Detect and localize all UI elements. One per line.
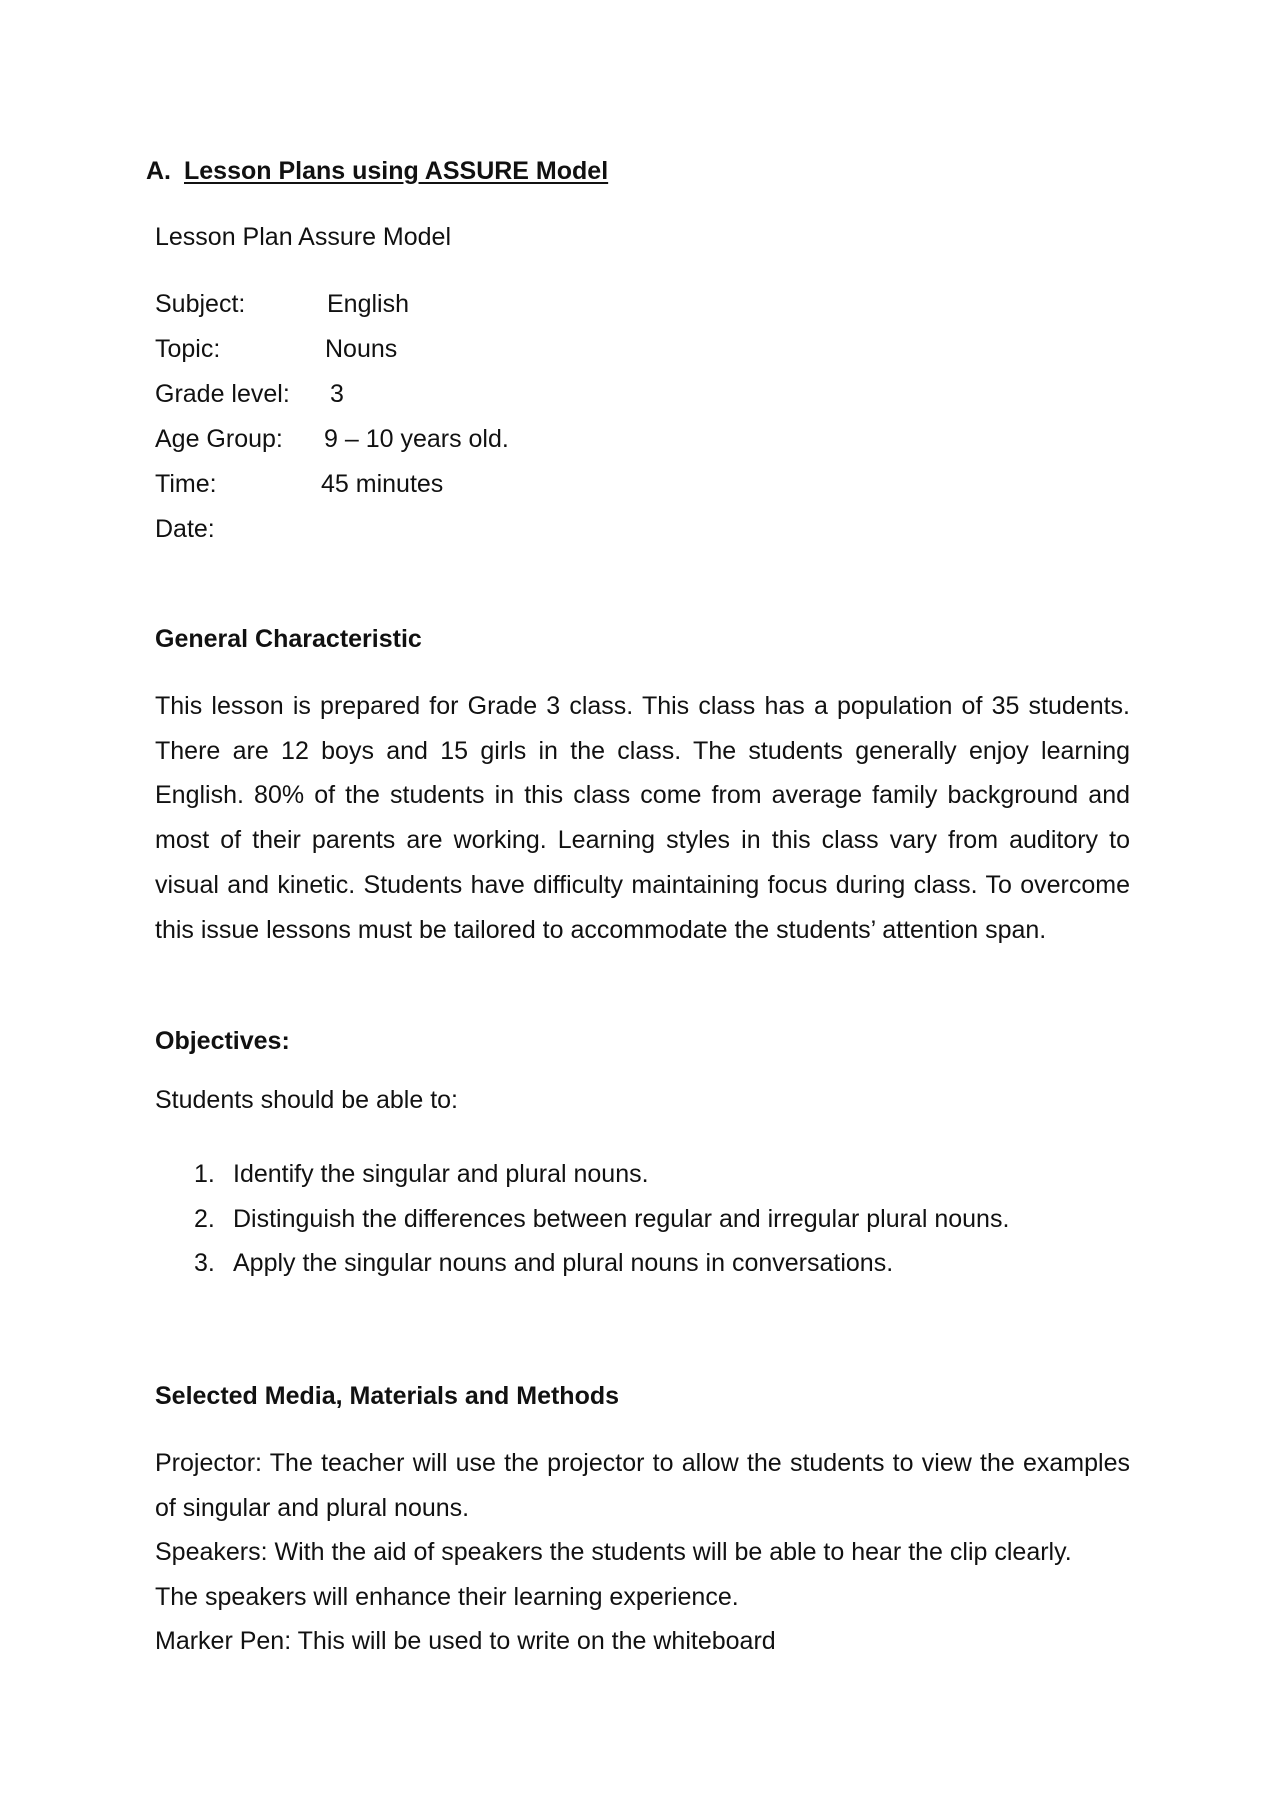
general-heading: General Characteristic (155, 625, 422, 653)
meta-label: Topic: (155, 335, 221, 363)
general-paragraph: This lesson is prepared for Grade 3 class. This class has a population of 35 students. There are 12 boys and 15 girls in the class. The students generally enjoy learning English. 80% of the students in this class come from average family background and most of their parents are working. Learning styles in this class vary from auditory to visual and kinetic. Students have difficulty maintaining focus during class. To overcome this issue lessons must be tailored to accommodate the students’ attention span. (155, 692, 1130, 944)
objectives-intro: Students should be able to: (155, 1086, 459, 1114)
objectives-heading: Objectives: (155, 1027, 290, 1055)
list-item-text: Identify the singular and plural nouns. (233, 1160, 649, 1188)
media-marker-line: Marker Pen: This will be used to write on the whiteboard (155, 1627, 776, 1655)
section-letter: A. (146, 157, 171, 185)
list-item-number: 2. (194, 1204, 215, 1233)
meta-row-grade (155, 379, 755, 424)
meta-row-topic (155, 334, 755, 379)
meta-row-subject (155, 289, 755, 334)
meta-label: Grade level: (155, 380, 290, 408)
section-title: Lesson Plans using ASSURE Model (184, 157, 609, 185)
lesson-meta (155, 289, 755, 559)
list-item-number: 3. (194, 1249, 215, 1278)
meta-label: Subject: (155, 290, 246, 318)
media-speakers-line-2: The speakers will enhance their learning experience. (155, 1583, 739, 1611)
objectives-list (155, 1159, 1009, 1293)
meta-value: 45 minutes (321, 470, 444, 498)
list-item (155, 1159, 1009, 1204)
meta-value: Nouns (325, 335, 398, 363)
media-projector-paragraph: Projector: The teacher will use the projector to allow the students to view the examples of singular and plural nouns. (155, 1449, 1130, 1522)
meta-row-time (155, 469, 755, 514)
section-heading (146, 156, 608, 186)
media-speakers-line-1: Speakers: With the aid of speakers the students will be able to hear the clip clearly. (155, 1538, 1072, 1566)
list-item (155, 1204, 1009, 1249)
media-heading: Selected Media, Materials and Methods (155, 1382, 620, 1410)
meta-label: Date: (155, 515, 215, 543)
list-item-text: Distinguish the differences between regular and irregular plural nouns. (233, 1204, 1010, 1233)
list-item (155, 1248, 1009, 1293)
document-title: Lesson Plan Assure Model (155, 223, 452, 251)
meta-value: 9 – 10 years old. (324, 425, 509, 453)
list-item-number: 1. (194, 1160, 215, 1188)
meta-value: English (327, 290, 409, 318)
meta-row-age (155, 424, 755, 469)
meta-row-date (155, 514, 755, 559)
meta-label: Time: (155, 470, 217, 498)
list-item-text: Apply the singular nouns and plural nouns in conversations. (233, 1249, 894, 1278)
meta-label: Age Group: (155, 425, 283, 453)
meta-value: 3 (330, 380, 344, 408)
